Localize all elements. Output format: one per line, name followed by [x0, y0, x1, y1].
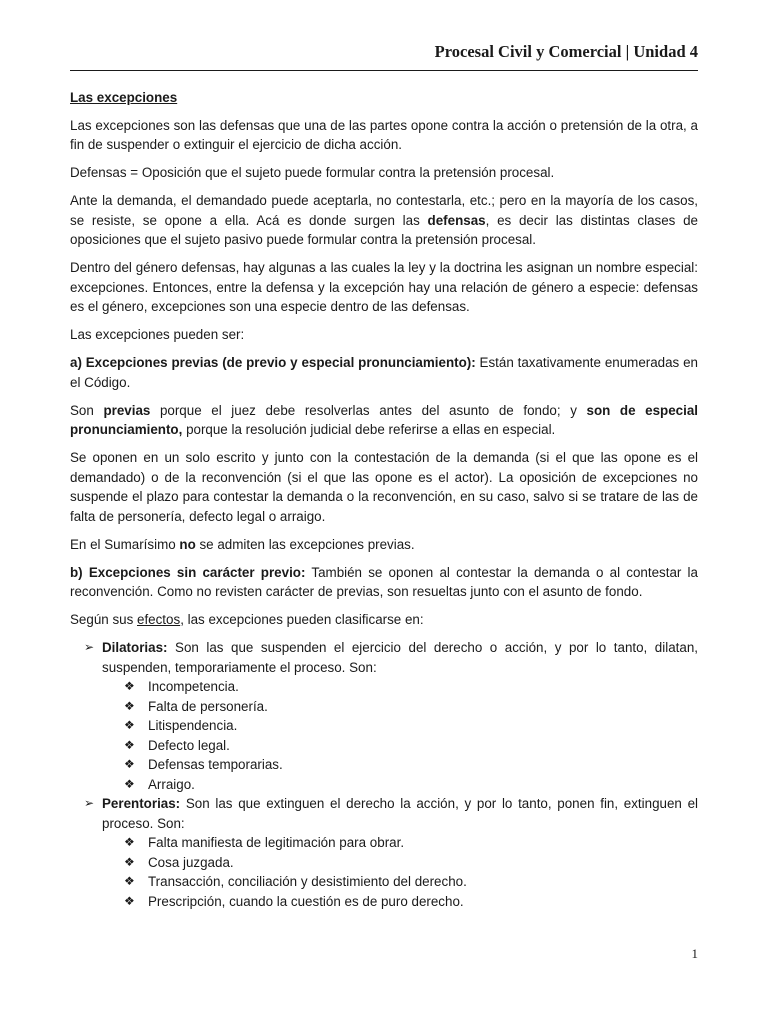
- document-body: [70, 88, 698, 911]
- list-item: ❖ Falta de personería.: [124, 697, 698, 717]
- arrow-bullet-icon: ➢: [84, 796, 95, 810]
- paragraph-sumarisimo: En el Sumarísimo no se admiten las excepciones previas.: [70, 536, 415, 552]
- dilatorias-sublist: [102, 677, 698, 794]
- paragraph-genero-especie: Dentro del género defensas, hay algunas a las cuales la ley y la doctrina les asignan un nombre especial: excepciones. Entonces, entre la defensa y la excepción hay una relación de género a especie: defensas es el género, excepciones son una especie dentro de las defensas.: [70, 260, 698, 314]
- list-item: ❖ Arraigo.: [124, 775, 698, 795]
- list-item: ❖ Cosa juzgada.: [124, 853, 698, 873]
- paragraph-segun-efectos: Según sus efectos, las excepciones pueden clasificarse en:: [70, 612, 424, 627]
- diamond-bullet-icon: ❖: [124, 718, 135, 732]
- paragraph-demanda: Ante la demanda, el demandado puede aceptarla, no contestarla, etc.; pero en la mayoría de los casos, se resiste, se opone a ella. Acá es donde surgen las defensas, es decir las distintas clases de oposiciones que el sujeto pasivo puede formular contra la pretensión procesal.: [70, 193, 698, 247]
- paragraph-previas-explanation: Son previas porque el juez debe resolverlas antes del asunto de fondo; y son de especial pronunciamiento, porque la resolución judicial debe referirse a ellas en especial.: [70, 402, 699, 437]
- page-header: [70, 42, 698, 71]
- list-item-perentorias: ➢ Perentorias: Son las que extinguen el derecho la acción, y por lo tanto, ponen fin, extinguen el proceso. Son: ❖ Falta manifiesta de legitimación para obrar. ❖ Cosa juzgada. ❖ Transacción, conciliación y desistimiento del derecho. ❖ Prescripción, cuando la cuestión es de puro derecho.: [84, 794, 698, 911]
- diamond-bullet-icon: ❖: [124, 893, 135, 908]
- paragraph-pueden-ser: Las excepciones pueden ser:: [70, 327, 245, 342]
- diamond-bullet-icon: ❖: [124, 776, 135, 791]
- header-title: Procesal Civil y Comercial | Unidad 4: [434, 42, 698, 61]
- paragraph-sin-caracter-previo: b) Excepciones sin carácter previo: También se oponen al contestar la demanda o al contestar la reconvención. Como no revisten carácter de previas, son resueltas junto con el asunto de fondo.: [70, 564, 698, 599]
- perentorias-sublist: [102, 833, 698, 911]
- classification-list: [70, 638, 698, 911]
- arrow-bullet-icon: ➢: [84, 640, 95, 654]
- paragraph-defensas-equation: Defensas = Oposición que el sujeto puede formular contra la pretensión procesal.: [70, 165, 555, 180]
- list-item-dilatorias: ➢ Dilatorias: Son las que suspenden el ejercicio del derecho o acción, y por lo tanto, dilatan, suspenden, temporariamente el proceso. Son: ❖ Incompetencia. ❖ Falta de personería. ❖ Litispendencia. ❖ Defecto legal. ❖ Defensas temporarias. ❖ Arraigo.: [84, 638, 698, 794]
- list-item: ❖ Falta manifiesta de legitimación para obrar.: [124, 833, 698, 853]
- list-item: ❖ Defensas temporarias.: [124, 755, 698, 775]
- diamond-bullet-icon: ❖: [124, 835, 135, 849]
- diamond-bullet-icon: ❖: [124, 698, 135, 713]
- list-item: ❖ Incompetencia.: [124, 677, 698, 697]
- diamond-bullet-icon: ❖: [124, 737, 135, 752]
- list-item: ❖ Prescripción, cuando la cuestión es de puro derecho.: [124, 892, 698, 912]
- diamond-bullet-icon: ❖: [124, 679, 135, 693]
- paragraph-oposicion: Se oponen en un solo escrito y junto con la contestación de la demanda (si el que las opone es el demandado) o de la reconvención (si el que las opone es el actor). La oposición de excepciones no suspende el plazo para contestar la demanda o la reconvención, en su caso, salvo si se tratare de las de falta de personería, defecto legal o arraigo.: [70, 450, 698, 524]
- paragraph-excepciones-previas: a) Excepciones previas (de previo y especial pronunciamiento): Están taxativamente enumeradas en el Código.: [70, 355, 698, 390]
- section-title: Las excepciones: [70, 90, 178, 105]
- list-item: ❖ Litispendencia.: [124, 716, 698, 736]
- diamond-bullet-icon: ❖: [124, 874, 135, 888]
- page-number: 1: [691, 946, 698, 961]
- paragraph-definition: Las excepciones son las defensas que una de las partes opone contra la acción o pretensión de la otra, a fin de suspender o extinguir el ejercicio de dicha acción.: [70, 117, 698, 152]
- list-item: ❖ Defecto legal.: [124, 736, 698, 756]
- diamond-bullet-icon: ❖: [124, 757, 135, 771]
- list-item: ❖ Transacción, conciliación y desistimiento del derecho.: [124, 872, 698, 892]
- diamond-bullet-icon: ❖: [124, 854, 135, 869]
